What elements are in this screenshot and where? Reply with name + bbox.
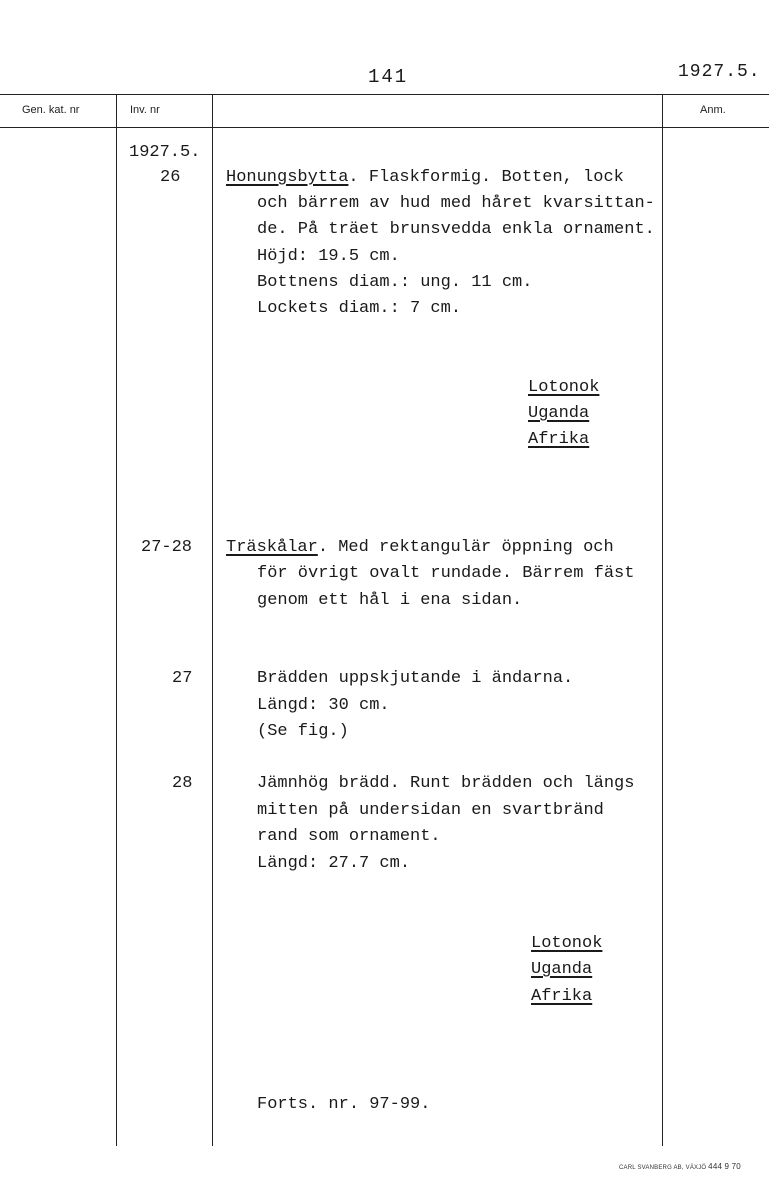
inv-number-27-28: 27-28 xyxy=(141,538,193,557)
inv-number-26: 26 xyxy=(160,168,181,187)
entry-27-28-first-line xyxy=(226,535,614,561)
inv-number-28: 28 xyxy=(172,774,193,793)
entry-26-origin-continent: Afrika xyxy=(528,430,590,449)
entry-26-line: de. På träet brunsvedda enkla ornament. xyxy=(257,220,655,239)
entry-27-28-line: genom ett hål i ena sidan. xyxy=(257,591,523,610)
entry-28-line: Jämnhög brädd. Runt brädden och längs xyxy=(257,774,635,793)
column-divider-2 xyxy=(212,94,213,1146)
entry-27-28-text: . Med rektangulär öppning och xyxy=(317,538,614,557)
entry-28-line: mitten på undersidan en svartbränd xyxy=(257,801,604,820)
entry-26-line: Bottnens diam.: ung. 11 cm. xyxy=(257,273,533,292)
entry-27-line: Längd: 30 cm. xyxy=(257,696,390,715)
entry-date: 1927.5. xyxy=(129,143,201,162)
entry-26-text: . Flaskformig. Botten, lock xyxy=(348,168,624,187)
column-header-anm: Anm. xyxy=(700,104,726,116)
entry-27-28-title: Träskålar xyxy=(226,538,318,557)
entry-27-line: Brädden uppskjutande i ändarna. xyxy=(257,669,574,688)
column-divider-1 xyxy=(116,94,117,1146)
entry-28-origin-place: Lotonok xyxy=(531,934,603,953)
entry-28-origin-region: Uganda xyxy=(531,960,593,979)
entry-27-28-line: för övrigt ovalt rundade. Bärrem fäst xyxy=(257,564,635,583)
entry-26-first-line xyxy=(226,165,624,191)
entry-26-origin-region: Uganda xyxy=(528,404,590,423)
entry-26-origin-place: Lotonok xyxy=(528,378,600,397)
column-header-inv-nr: Inv. nr xyxy=(130,104,160,116)
continuation-note: Forts. nr. 97-99. xyxy=(257,1095,431,1114)
column-divider-3 xyxy=(662,94,663,1146)
entry-28-line: rand som ornament. xyxy=(257,827,441,846)
entry-27-line: (Se fig.) xyxy=(257,722,349,741)
printer-imprint xyxy=(619,1162,741,1171)
entry-26-line: Lockets diam.: 7 cm. xyxy=(257,299,462,318)
header-date: 1927.5. xyxy=(678,62,761,82)
entry-26-title: Honungsbytta xyxy=(226,168,349,187)
entry-26-line: Höjd: 19.5 cm. xyxy=(257,247,400,266)
printer-name: CARL SVANBERG AB, VÄXJÖ xyxy=(619,1165,707,1171)
inv-number-27: 27 xyxy=(172,669,193,688)
form-code: 444 9 70 xyxy=(708,1162,741,1171)
entry-28-line: Längd: 27.7 cm. xyxy=(257,854,411,873)
column-header-gen-kat-nr: Gen. kat. nr xyxy=(22,104,80,116)
entry-28-origin-continent: Afrika xyxy=(531,987,593,1006)
page-number: 141 xyxy=(368,66,409,88)
entry-26-line: och bärrem av hud med håret kvarsittan- xyxy=(257,194,655,213)
